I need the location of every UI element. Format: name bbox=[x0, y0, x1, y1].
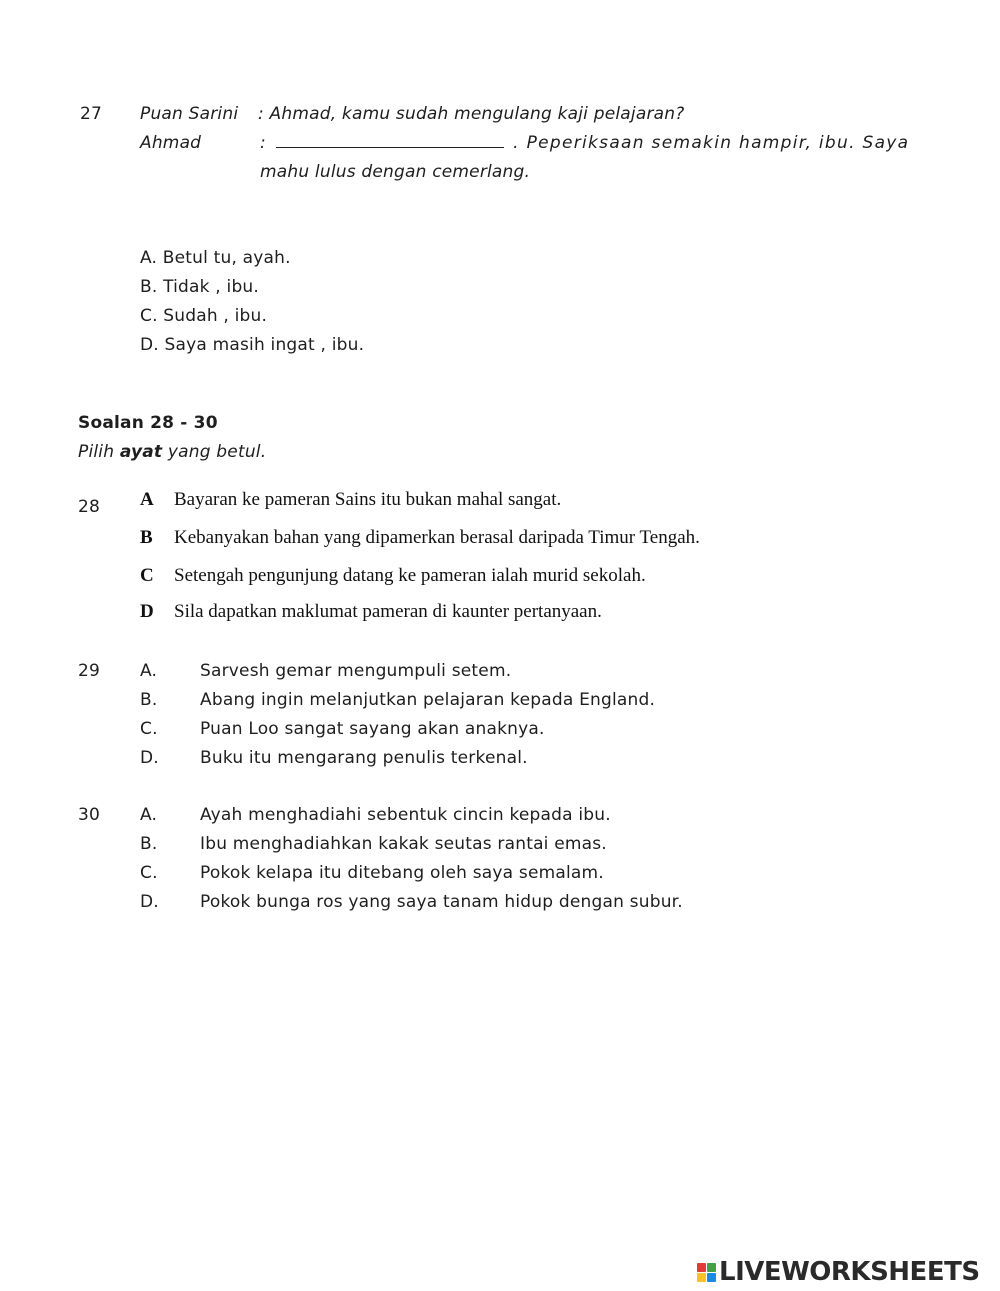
q28-option-c[interactable]: Setengah pengunjung datang ke pameran ialah murid sekolah. bbox=[174, 565, 646, 586]
logo-square-4 bbox=[707, 1273, 716, 1282]
logo-mark-icon bbox=[697, 1263, 716, 1282]
section-heading: Soalan 28 - 30 bbox=[78, 413, 218, 433]
q29-option-b-letter: B. bbox=[140, 690, 158, 710]
instruction-post: yang betul. bbox=[162, 442, 267, 462]
q27-option-a[interactable]: A. Betul tu, ayah. bbox=[140, 248, 291, 268]
logo-square-2 bbox=[707, 1263, 716, 1272]
q28-option-b[interactable]: Kebanyakan bahan yang dipamerkan berasal daripada Timur Tengah. bbox=[174, 527, 700, 548]
q29-number: 29 bbox=[78, 661, 101, 681]
q30-option-a-letter: A. bbox=[140, 805, 158, 825]
q30-option-c[interactable]: Pokok kelapa itu ditebang oleh saya semalam. bbox=[200, 863, 604, 883]
q30-option-d[interactable]: Pokok bunga ros yang saya tanam hidup dengan subur. bbox=[200, 892, 683, 912]
logo-square-1 bbox=[697, 1263, 706, 1272]
instruction-bold: ayat bbox=[119, 442, 163, 462]
section-instruction bbox=[78, 442, 266, 462]
q29-option-c[interactable]: Puan Loo sangat sayang akan anaknya. bbox=[200, 719, 545, 739]
q27-speaker-1: Puan Sarini bbox=[140, 104, 239, 124]
q29-option-c-letter: C. bbox=[140, 719, 158, 739]
q27-option-b[interactable]: B. Tidak , ibu. bbox=[140, 277, 260, 297]
q27-line-3: mahu lulus dengan cemerlang. bbox=[260, 162, 531, 182]
q30-option-a[interactable]: Ayah menghadiahi sebentuk cincin kepada ibu. bbox=[200, 805, 611, 825]
q29-option-b[interactable]: Abang ingin melanjutkan pelajaran kepada England. bbox=[200, 690, 656, 710]
q27-line-2-text: . Peperiksaan semakin hampir, ibu. Saya bbox=[513, 133, 910, 153]
q29-option-a-letter: A. bbox=[140, 661, 158, 681]
q29-option-d-letter: D. bbox=[140, 748, 159, 768]
q27-number: 27 bbox=[80, 104, 103, 124]
q30-option-b-letter: B. bbox=[140, 834, 158, 854]
logo-square-3 bbox=[697, 1273, 706, 1282]
q30-number: 30 bbox=[78, 805, 101, 825]
q27-line-2 bbox=[260, 133, 909, 153]
q30-option-b[interactable]: Ibu menghadiahkan kakak seutas rantai emas. bbox=[200, 834, 607, 854]
q29-option-d[interactable]: Buku itu mengarang penulis terkenal. bbox=[200, 748, 528, 768]
q27-option-d[interactable]: D. Saya masih ingat , ibu. bbox=[140, 335, 365, 355]
q30-option-d-letter: D. bbox=[140, 892, 159, 912]
q28-option-b-letter: B bbox=[140, 527, 153, 548]
q28-option-a-letter: A bbox=[140, 489, 154, 510]
q27-option-c[interactable]: C. Sudah , ibu. bbox=[140, 306, 268, 326]
q28-option-c-letter: C bbox=[140, 565, 154, 586]
q29-option-a[interactable]: Sarvesh gemar mengumpuli setem. bbox=[200, 661, 512, 681]
q28-option-a[interactable]: Bayaran ke pameran Sains itu bukan mahal sangat. bbox=[174, 489, 562, 510]
q27-answer-blank[interactable] bbox=[276, 133, 504, 148]
q27-speaker-2: Ahmad bbox=[140, 133, 202, 153]
q30-option-c-letter: C. bbox=[140, 863, 158, 883]
q28-option-d[interactable]: Sila dapatkan maklumat pameran di kaunter pertanyaan. bbox=[174, 601, 602, 622]
logo-text: LIVEWORKSHEETS bbox=[719, 1257, 980, 1287]
q27-line-1: : Ahmad, kamu sudah mengulang kaji pelajaran? bbox=[258, 104, 685, 124]
instruction-pre: Pilih bbox=[78, 442, 120, 462]
liveworksheets-logo bbox=[697, 1256, 980, 1288]
q28-option-d-letter: D bbox=[140, 601, 154, 622]
q27-colon: : bbox=[260, 133, 266, 153]
q28-number: 28 bbox=[78, 497, 101, 517]
